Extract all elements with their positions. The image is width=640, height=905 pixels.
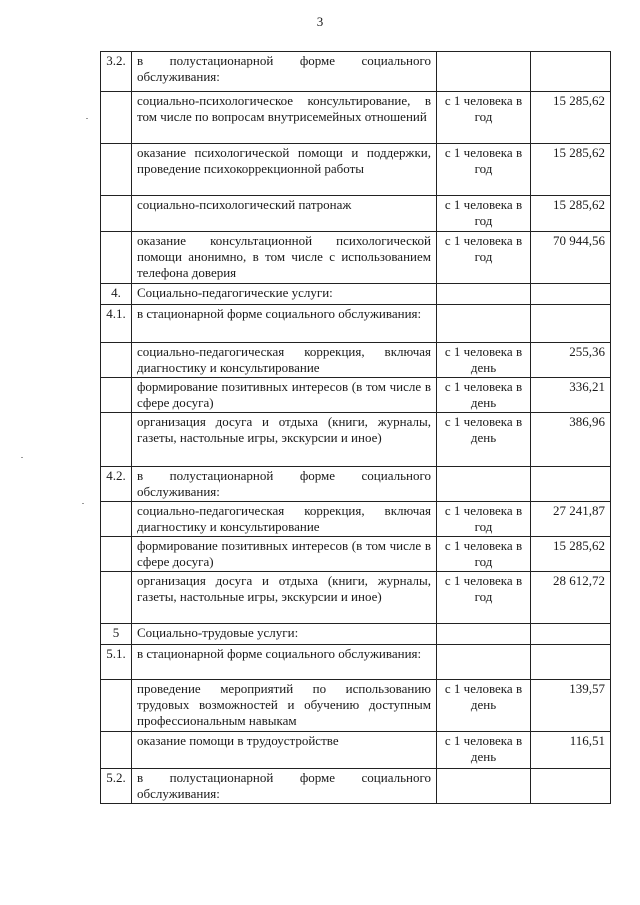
price-cell: 15 285,62 <box>531 92 611 144</box>
unit-cell: с 1 человека в год <box>437 502 531 537</box>
unit-cell: с 1 человека в год <box>437 537 531 572</box>
row-number-cell: 5.2. <box>101 769 132 804</box>
price-cell <box>531 769 611 804</box>
table-row <box>101 144 611 196</box>
table-row <box>101 92 611 144</box>
unit-cell: с 1 человека в год <box>437 92 531 144</box>
unit-cell: с 1 человека в день <box>437 343 531 378</box>
table-row <box>101 52 611 92</box>
table-row <box>101 467 611 502</box>
unit-cell: с 1 человека в год <box>437 232 531 284</box>
unit-cell <box>437 305 531 343</box>
price-cell: 255,36 <box>531 343 611 378</box>
price-cell: 336,21 <box>531 378 611 413</box>
price-cell <box>531 467 611 502</box>
table-row <box>101 732 611 769</box>
table-row <box>101 284 611 305</box>
unit-cell <box>437 284 531 305</box>
price-cell <box>531 624 611 645</box>
service-name-cell: проведение мероприятий по использованию трудовых возможностей и обучению доступным профессиональным навыкам <box>132 680 437 732</box>
service-name-cell: в полустационарной форме социального обслуживания: <box>132 52 437 92</box>
table-row <box>101 680 611 732</box>
price-cell: 139,57 <box>531 680 611 732</box>
unit-cell <box>437 624 531 645</box>
table-row <box>101 572 611 624</box>
scan-speck <box>21 457 23 458</box>
price-cell <box>531 305 611 343</box>
service-name-cell: оказание консультационной психологической помощи анонимно, в том числе с использованием телефона доверия <box>132 232 437 284</box>
table-row <box>101 624 611 645</box>
row-number-cell <box>101 413 132 467</box>
row-number-cell: 3.2. <box>101 52 132 92</box>
price-cell <box>531 645 611 680</box>
price-cell: 386,96 <box>531 413 611 467</box>
service-name-cell: в полустационарной форме социального обслуживания: <box>132 467 437 502</box>
service-name-cell: оказание помощи в трудоустройстве <box>132 732 437 769</box>
row-number-cell <box>101 92 132 144</box>
unit-cell: с 1 человека в год <box>437 572 531 624</box>
price-cell <box>531 284 611 305</box>
row-number-cell: 5 <box>101 624 132 645</box>
row-number-cell: 4.1. <box>101 305 132 343</box>
table-row <box>101 413 611 467</box>
price-cell: 116,51 <box>531 732 611 769</box>
service-name-cell: формирование позитивных интересов (в том числе в сфере досуга) <box>132 378 437 413</box>
scan-speck <box>86 118 88 119</box>
unit-cell: с 1 человека в день <box>437 680 531 732</box>
row-number-cell <box>101 680 132 732</box>
service-name-cell: Социально-трудовые услуги: <box>132 624 437 645</box>
row-number-cell: 4. <box>101 284 132 305</box>
service-name-cell: формирование позитивных интересов (в том числе в сфере досуга) <box>132 537 437 572</box>
service-name-cell: социально-психологический патронаж <box>132 196 437 232</box>
row-number-cell: 5.1. <box>101 645 132 680</box>
table-row <box>101 232 611 284</box>
table-row <box>101 378 611 413</box>
table-row <box>101 305 611 343</box>
unit-cell <box>437 645 531 680</box>
price-cell: 70 944,56 <box>531 232 611 284</box>
row-number-cell <box>101 378 132 413</box>
service-name-cell: организация досуга и отдыха (книги, журналы, газеты, настольные игры, экскурсии и иное) <box>132 413 437 467</box>
page-number: 3 <box>316 14 324 29</box>
table-row <box>101 769 611 804</box>
unit-cell <box>437 769 531 804</box>
service-name-cell: в полустационарной форме социального обслуживания: <box>132 769 437 804</box>
price-cell: 27 241,87 <box>531 502 611 537</box>
service-name-cell: социально-педагогическая коррекция, включая диагностику и консультирование <box>132 502 437 537</box>
row-number-cell: 4.2. <box>101 467 132 502</box>
service-name-cell: социально-педагогическая коррекция, включая диагностику и консультирование <box>132 343 437 378</box>
unit-cell: с 1 человека в год <box>437 196 531 232</box>
unit-cell <box>437 52 531 92</box>
unit-cell: с 1 человека в день <box>437 413 531 467</box>
row-number-cell <box>101 502 132 537</box>
unit-cell <box>437 467 531 502</box>
table-row <box>101 502 611 537</box>
table-row <box>101 196 611 232</box>
table-row <box>101 343 611 378</box>
service-name-cell: социально-психологическое консультирование, в том числе по вопросам внутрисемейных отношений <box>132 92 437 144</box>
tariff-table <box>100 51 611 804</box>
service-name-cell: в стационарной форме социального обслуживания: <box>132 645 437 680</box>
service-name-cell: Социально-педагогические услуги: <box>132 284 437 305</box>
tariff-table-body <box>101 52 611 804</box>
unit-cell: с 1 человека в день <box>437 378 531 413</box>
row-number-cell <box>101 196 132 232</box>
service-name-cell: в стационарной форме социального обслуживания: <box>132 305 437 343</box>
service-name-cell: организация досуга и отдыха (книги, журналы, газеты, настольные игры, экскурсии и иное) <box>132 572 437 624</box>
price-cell: 15 285,62 <box>531 196 611 232</box>
scan-speck <box>82 503 84 504</box>
unit-cell: с 1 человека в год <box>437 144 531 196</box>
row-number-cell <box>101 343 132 378</box>
price-cell: 15 285,62 <box>531 537 611 572</box>
service-name-cell: оказание психологической помощи и поддержки, проведение психокоррекционной работы <box>132 144 437 196</box>
price-cell: 28 612,72 <box>531 572 611 624</box>
row-number-cell <box>101 572 132 624</box>
price-cell <box>531 52 611 92</box>
price-cell: 15 285,62 <box>531 144 611 196</box>
unit-cell: с 1 человека в день <box>437 732 531 769</box>
row-number-cell <box>101 537 132 572</box>
row-number-cell <box>101 732 132 769</box>
row-number-cell <box>101 144 132 196</box>
row-number-cell <box>101 232 132 284</box>
table-row <box>101 645 611 680</box>
table-row <box>101 537 611 572</box>
